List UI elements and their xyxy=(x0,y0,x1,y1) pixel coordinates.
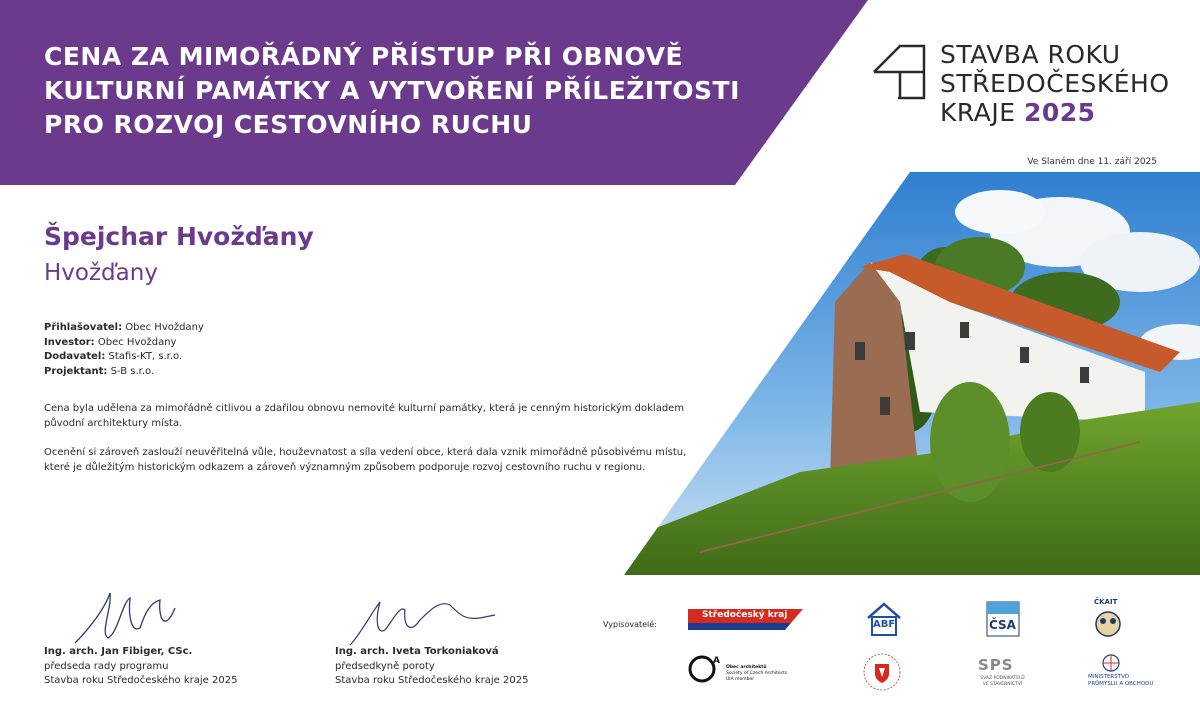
building-photo xyxy=(620,172,1200,575)
award-title-line: KULTURNÍ PAMÁTKY A VYTVOŘENÍ PŘÍLEŽITOSTI xyxy=(44,76,740,105)
mpo-line-1: MINISTERSTVO xyxy=(1088,674,1130,680)
krajsky-znak-logo xyxy=(862,652,902,692)
abf-label: ABF xyxy=(873,619,896,630)
signature-1-role: předseda rady programu xyxy=(44,660,169,672)
award-reason-paragraph: Cena byla udělena za mimořádně citlivou a zdařilou obnovu nemovité kulturní památky, která je cenným historickým dokladem původní architektury místa. xyxy=(44,403,685,429)
stavba-roku-logo xyxy=(872,38,1172,138)
sps-logo xyxy=(975,656,1030,690)
signature-1-image xyxy=(70,588,190,648)
sps-label: SPS xyxy=(978,656,1014,674)
award-praise-paragraph: Ocenění si zároveň zaslouží neuvěřitelná vůle, houževnatost a síla vedení obce, která dala vznik mimořádně působivému místu, které je důležitým historickým odkazem a zároveň významným způsobem podporuje rozvoj cestovního ruchu v regionu. xyxy=(44,447,687,473)
abf-logo xyxy=(865,600,903,638)
signature-2-name: Ing. arch. Iveta Torkoniaková xyxy=(335,646,499,657)
sps-sub-2: VE STAVEBNICTVÍ xyxy=(982,682,1023,687)
building-place: Hvožďany xyxy=(44,260,158,286)
obec-architektu-circle-icon xyxy=(688,653,724,685)
ckait-label: ČKAIT xyxy=(1094,598,1118,606)
ckait-logo xyxy=(1088,598,1128,640)
logo-year: 2025 xyxy=(1023,98,1096,127)
signature-1-program: Stavba roku Středočeského kraje 2025 xyxy=(44,675,238,686)
signature-2 xyxy=(335,645,528,689)
designer-value: S-B s.r.o. xyxy=(110,365,155,377)
oa-line-3: UIA member xyxy=(726,677,755,682)
sps-sub-1: SVAZ PODNIKATELŮ xyxy=(980,676,1025,681)
investor-label: Investor: xyxy=(44,336,95,348)
oa-line-2: Society of Czech Architects xyxy=(726,671,788,676)
award-title-line: PRO ROZVOJ CESTOVNÍHO RUCHU xyxy=(44,110,533,139)
applicant-value: Obec Hvoždany xyxy=(125,322,204,333)
award-title xyxy=(44,40,764,142)
logo-line-3: KRAJE xyxy=(940,98,1016,127)
svg-text:A: A xyxy=(713,656,720,666)
mpo-line-2: PRŮMYSLU A OBCHODU xyxy=(1088,681,1154,687)
building-name: Špejchar Hvožďany xyxy=(44,222,314,251)
applicant-label: Přihlašovatel: xyxy=(44,322,123,333)
obec-architektu-logo xyxy=(688,653,808,685)
investor-value: Obec Hvoždany xyxy=(97,336,177,348)
stredocesky-kraj-label: Středočeský kraj xyxy=(702,610,788,620)
ckait-owl-icon xyxy=(1088,608,1128,640)
logo-line-1: STAVBA ROKU xyxy=(940,40,1121,69)
signature-2-program: Stavba roku Středočeského kraje 2025 xyxy=(335,675,529,686)
oa-line-1: Obec architektů xyxy=(726,665,767,670)
logo-line-2: STŘEDOČESKÉHO xyxy=(940,69,1170,98)
date-line: Ve Slaném dne 11. září 2025 xyxy=(1027,157,1157,167)
mpo-globe-icon xyxy=(1096,652,1126,672)
stredocesky-kraj-logo xyxy=(688,609,803,631)
project-meta xyxy=(44,321,204,379)
supplier-label: Dodavatel: xyxy=(44,351,106,362)
signature-1 xyxy=(44,645,237,689)
csa-label: ČSA xyxy=(989,618,1016,632)
signature-2-image xyxy=(345,590,505,650)
coat-of-arms-icon xyxy=(862,652,902,692)
signature-2-role: předsedkyně poroty xyxy=(335,660,435,672)
csa-logo xyxy=(985,600,1021,638)
designer-label: Projektant: xyxy=(44,365,108,377)
organizers-label: Vypisovatelé: xyxy=(603,620,657,629)
mpo-logo xyxy=(1088,652,1163,692)
award-title-line: CENA ZA MIMOŘÁDNÝ PŘÍSTUP PŘI OBNOVĚ xyxy=(44,42,684,71)
signature-1-name: Ing. arch. Jan Fibiger, CSc. xyxy=(44,646,193,657)
supplier-value: Stafis-KT, s.r.o. xyxy=(108,351,183,362)
house-logo-icon xyxy=(872,42,932,102)
